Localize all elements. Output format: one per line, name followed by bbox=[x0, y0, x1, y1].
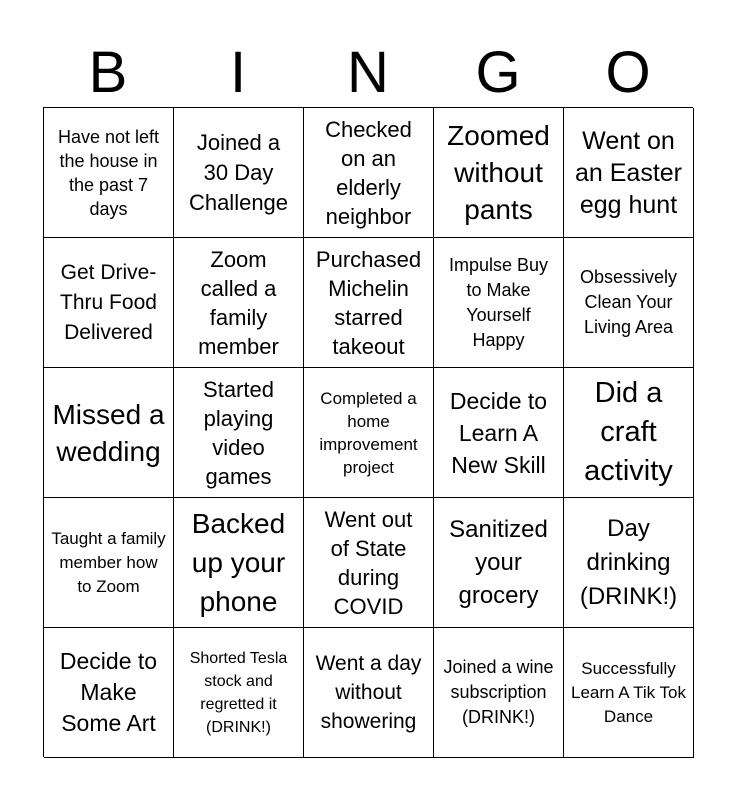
bingo-cell[interactable] bbox=[304, 628, 434, 758]
cell-text: Have not left the house in the past 7 days bbox=[57, 126, 160, 219]
bingo-cell[interactable] bbox=[434, 368, 564, 498]
bingo-cell[interactable] bbox=[304, 368, 434, 498]
cell-text: Purchased Michelin starred takeout bbox=[315, 246, 422, 359]
cell-text: Started playing video games bbox=[203, 376, 274, 489]
cell-text: Backed up your phone bbox=[191, 508, 286, 617]
bingo-cell[interactable] bbox=[434, 108, 564, 238]
bingo-cell[interactable] bbox=[174, 368, 304, 498]
bingo-cell[interactable] bbox=[304, 238, 434, 368]
cell-text: Zoom called a family member bbox=[198, 246, 279, 359]
bingo-cell[interactable] bbox=[174, 108, 304, 238]
cell-text: Obsessively Clean Your Living Area bbox=[579, 267, 678, 337]
bingo-cell[interactable] bbox=[564, 498, 694, 628]
bingo-cell[interactable] bbox=[564, 238, 694, 368]
bingo-cell[interactable] bbox=[44, 628, 174, 758]
bingo-cell[interactable] bbox=[44, 108, 174, 238]
bingo-header bbox=[43, 40, 693, 106]
cell-text: Taught a family member how to Zoom bbox=[51, 528, 166, 596]
bingo-cell[interactable] bbox=[304, 498, 434, 628]
cell-text: Joined a wine subscription (DRINK!) bbox=[443, 657, 554, 727]
bingo-cell[interactable] bbox=[174, 238, 304, 368]
bingo-cell[interactable] bbox=[564, 628, 694, 758]
bingo-cell[interactable] bbox=[44, 238, 174, 368]
bingo-cell[interactable] bbox=[44, 498, 174, 628]
bingo-cell[interactable] bbox=[434, 628, 564, 758]
bingo-cell[interactable] bbox=[564, 108, 694, 238]
cell-text: Went a day without showering bbox=[315, 652, 422, 733]
bingo-cell[interactable] bbox=[434, 498, 564, 628]
bingo-card bbox=[43, 107, 693, 757]
cell-text: Did a craft activity bbox=[584, 377, 673, 487]
bingo-cell[interactable] bbox=[174, 628, 304, 758]
bingo-cell[interactable] bbox=[174, 498, 304, 628]
cell-text: Impulse Buy to Make Yourself Happy bbox=[448, 254, 549, 350]
cell-text: Sanitized your grocery bbox=[449, 516, 548, 609]
cell-text: Completed a home improvement project bbox=[319, 388, 418, 477]
header-letter-i: I bbox=[229, 40, 247, 105]
cell-text: Decide to Make Some Art bbox=[59, 648, 158, 736]
bingo-cell[interactable] bbox=[304, 108, 434, 238]
bingo-cell[interactable] bbox=[44, 368, 174, 498]
header-letter-g: G bbox=[475, 40, 521, 105]
cell-text: Shorted Tesla stock and regretted it (DRINK!) bbox=[189, 649, 288, 736]
cell-text: Get Drive-Thru Food Delivered bbox=[60, 260, 157, 344]
cell-text: Zoomed without pants bbox=[447, 120, 550, 225]
cell-text: Successfully Learn A Tik Tok Dance bbox=[571, 658, 686, 726]
header-letter-b: B bbox=[88, 40, 128, 105]
header-letter-o: O bbox=[605, 40, 651, 105]
cell-text: Went out of State during COVID bbox=[324, 506, 413, 619]
cell-text: Went on an Easter egg hunt bbox=[574, 126, 682, 219]
header-letter-n: N bbox=[347, 40, 389, 105]
cell-text: Day drinking (DRINK!) bbox=[579, 514, 678, 610]
cell-text: Joined a 30 Day Challenge bbox=[188, 129, 289, 215]
bingo-cell[interactable] bbox=[434, 238, 564, 368]
cell-text: Checked on an elderly neighbor bbox=[325, 116, 412, 229]
cell-text: Decide to Learn A New Skill bbox=[449, 387, 548, 478]
bingo-cell[interactable] bbox=[564, 368, 694, 498]
cell-text: Missed a wedding bbox=[52, 398, 165, 467]
